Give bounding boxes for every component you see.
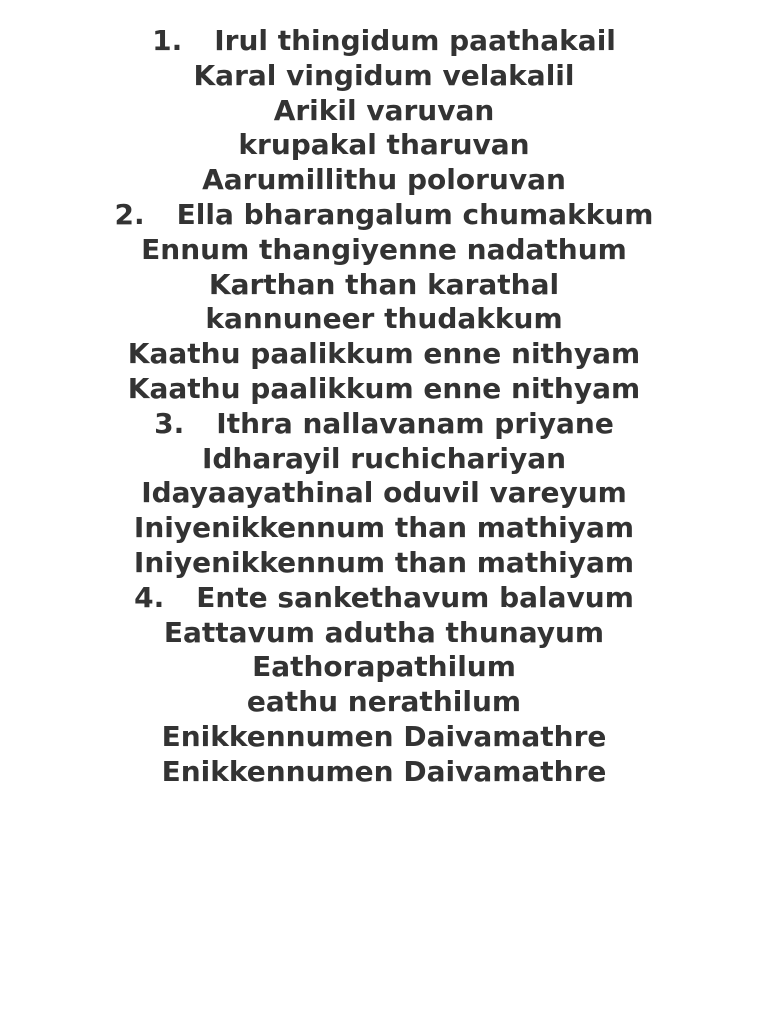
verse-number: 1. xyxy=(152,24,183,57)
verse-line xyxy=(0,581,768,616)
verse-line: Eathorapathilum xyxy=(252,650,516,684)
verse-line: Ennum thangiyenne nadathum xyxy=(141,232,627,266)
verse-4 xyxy=(0,581,768,790)
verse-line: Kaathu paalikkum enne nithyam xyxy=(127,337,641,371)
verse-1 xyxy=(0,24,768,198)
verse-line: Kaathu paalikkum enne nithyam xyxy=(127,371,641,405)
verse-line: Karal vingidum velakalil xyxy=(193,58,575,92)
verse-number: 2. xyxy=(114,197,145,231)
verse-line xyxy=(0,198,768,233)
verse-line: Iniyenikkennum than mathiyam xyxy=(133,545,635,579)
verse-line-text: Irul thingidum paathakail xyxy=(214,24,616,57)
verse-line: Arikil varuvan xyxy=(273,93,495,127)
verse-line: Eattavum adutha thunayum xyxy=(163,615,605,649)
lyrics-page xyxy=(0,24,768,790)
verse-line: Idharayil ruchichariyan xyxy=(201,441,567,475)
verse-line xyxy=(0,24,768,59)
verse-line: kannuneer thudakkum xyxy=(205,302,563,336)
verse-line-text: Ithra nallavanam priyane xyxy=(216,406,614,440)
verse-number: 3. xyxy=(154,406,185,440)
verse-line: Idayaayathinal oduvil vareyum xyxy=(141,476,627,510)
verse-line: Enikkennumen Daivamathre xyxy=(161,719,607,753)
verse-line xyxy=(0,407,768,442)
verse-line-text: Ella bharangalum chumakkum xyxy=(176,197,654,231)
verse-line: Aarumillithu poloruvan xyxy=(202,163,566,197)
verse-line: krupakal tharuvan xyxy=(238,128,530,162)
verse-3 xyxy=(0,407,768,581)
verse-number: 4. xyxy=(134,580,165,614)
verse-line: Enikkennumen Daivamathre xyxy=(161,754,607,788)
verse-line: eathu nerathilum xyxy=(246,685,522,719)
verse-line: Karthan than karathal xyxy=(208,267,560,301)
verse-line: Iniyenikkennum than mathiyam xyxy=(133,511,635,545)
verse-line-text: Ente sankethavum balavum xyxy=(196,580,634,614)
verse-2 xyxy=(0,198,768,407)
